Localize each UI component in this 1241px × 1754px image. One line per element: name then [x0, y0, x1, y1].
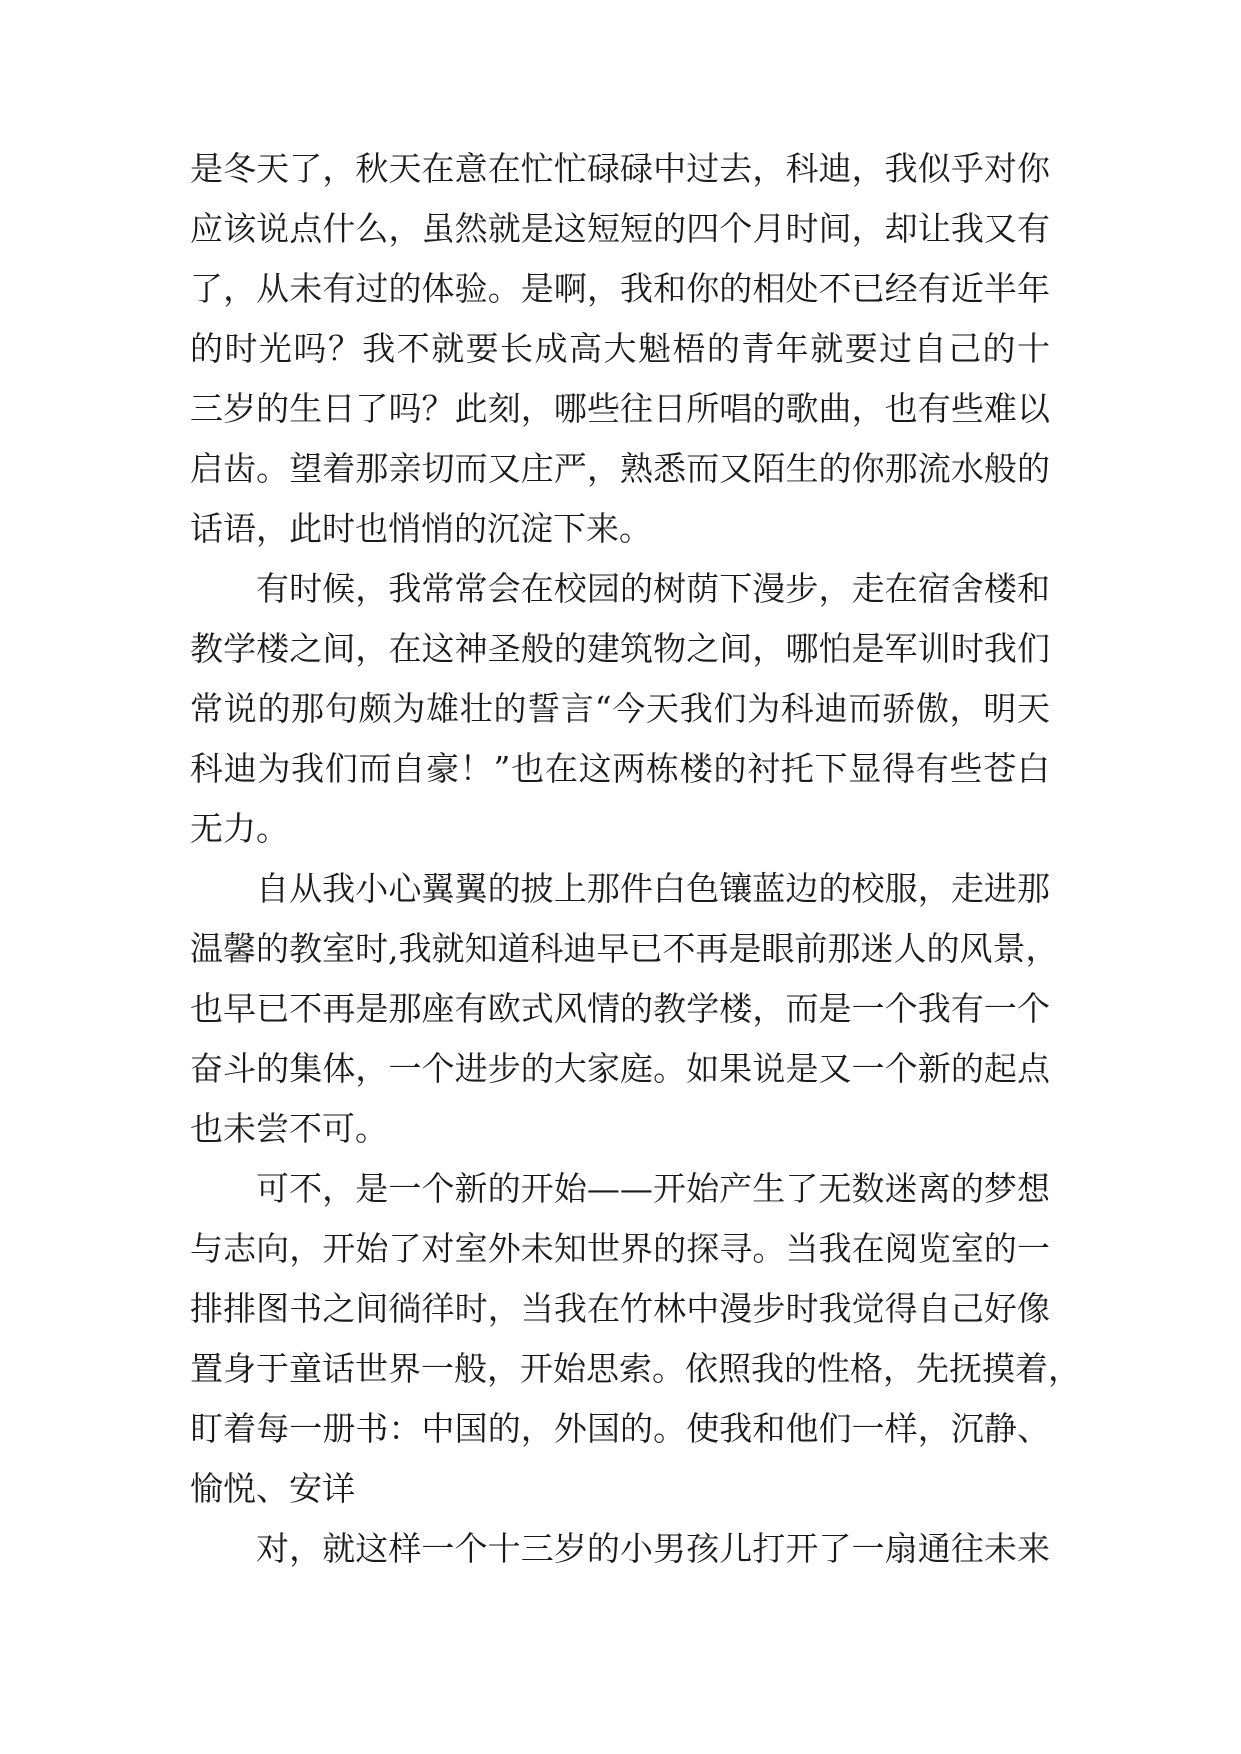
- text-line-8: 有时候，我常常会在校园的树荫下漫步，走在宿舍楼和: [256, 569, 1050, 608]
- text-line-23: 愉悦、安详: [190, 1469, 355, 1508]
- text-line-16: 奋斗的集体，一个进步的大家庭。如果说是又一个新的起点: [190, 1049, 1050, 1088]
- text-line-5: 三岁的生日了吗？此刻，哪些往日所唱的歌曲，也有些难以: [190, 389, 1050, 428]
- text-line-6: 启齿。望着那亲切而又庄严，熟悉而又陌生的你那流水般的: [190, 449, 1050, 488]
- text-line-18: 可不，是一个新的开始——开始产生了无数迷离的梦想: [256, 1169, 1050, 1208]
- text-line-4: 的时光吗？我不就要长成高大魁梧的青年就要过自己的十: [190, 329, 1050, 368]
- text-line-15: 也早已不再是那座有欧式风情的教学楼，而是一个我有一个: [190, 989, 1050, 1028]
- text-line-24: 对，就这样一个十三岁的小男孩儿打开了一扇通往未来: [256, 1529, 1050, 1568]
- text-line-17: 也未尝不可。: [190, 1109, 388, 1148]
- text-line-19: 与志向，开始了对室外未知世界的探寻。当我在阅览室的一: [190, 1229, 1050, 1268]
- text-line-20: 排排图书之间徜徉时，当我在竹林中漫步时我觉得自己好像: [190, 1289, 1050, 1328]
- text-line-13: 自从我小心翼翼的披上那件白色镶蓝边的校服，走进那: [256, 869, 1050, 908]
- text-line-2: 应该说点什么，虽然就是这短短的四个月时间，却让我又有: [190, 209, 1050, 248]
- text-line-22: 盯着每一册书：中国的，外国的。使我和他们一样，沉静、: [190, 1409, 1050, 1448]
- text-line-12: 无力。: [190, 809, 289, 848]
- text-line-10: 常说的那句颇为雄壮的誓言“今天我们为科迪而骄傲，明天: [190, 689, 1050, 728]
- text-line-9: 教学楼之间，在这神圣般的建筑物之间，哪怕是军训时我们: [190, 629, 1050, 668]
- text-line-21: 置身于童话世界一般，开始思索。依照我的性格，先抚摸着，: [190, 1349, 1081, 1388]
- text-line-11: 科迪为我们而自豪！”也在这两栋楼的衬托下显得有些苍白: [190, 749, 1050, 788]
- text-line-7: 话语，此时也悄悄的沉淀下来。: [190, 509, 652, 548]
- text-line-14: 温馨的教室时,我就知道科迪早已不再是眼前那迷人的风景，: [190, 929, 1059, 968]
- text-line-3: 了，从未有过的体验。是啊，我和你的相处不已经有近半年: [190, 269, 1050, 308]
- text-line-1: 是冬天了，秋天在意在忙忙碌碌中过去，科迪，我似乎对你: [190, 149, 1050, 188]
